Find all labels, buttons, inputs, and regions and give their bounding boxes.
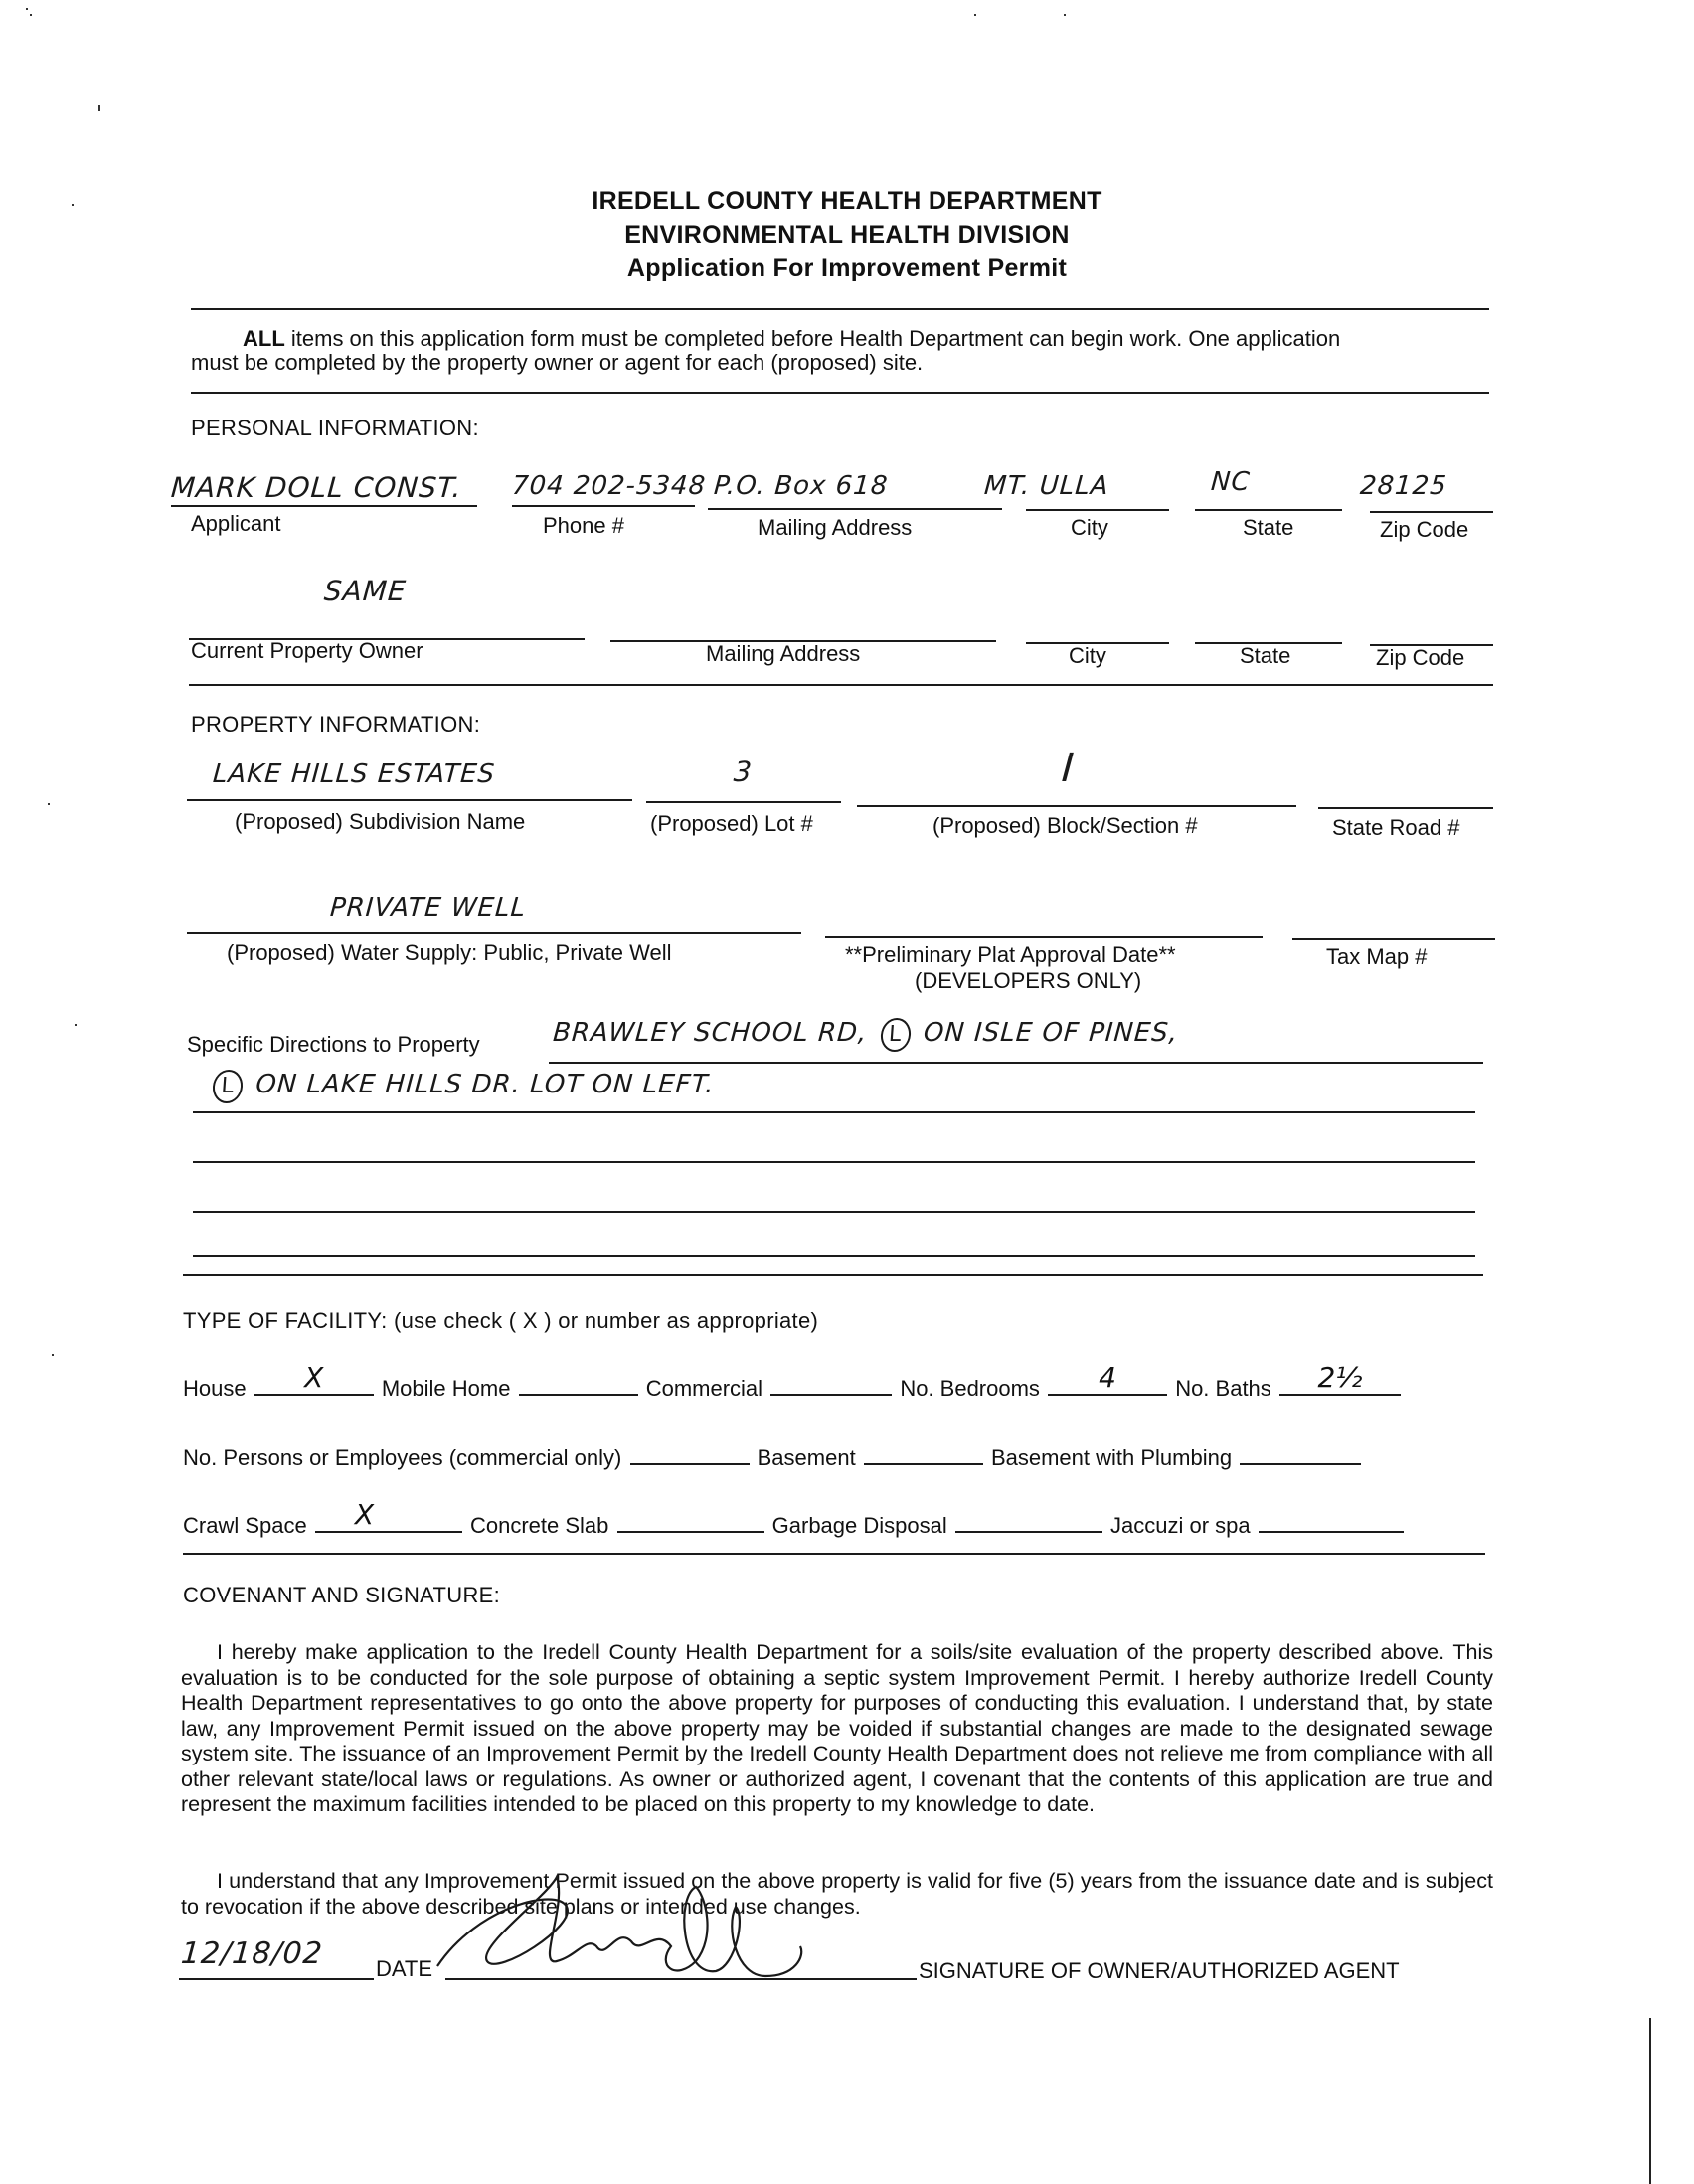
commercial-field[interactable]: [770, 1372, 892, 1396]
basement-label: Basement: [757, 1445, 856, 1470]
directions-label: Specific Directions to Property: [187, 1032, 480, 1057]
divider: [183, 1553, 1485, 1555]
baths-label: No. Baths: [1175, 1376, 1271, 1401]
concrete-slab-label: Concrete Slab: [469, 1513, 609, 1538]
mobile-home-label: Mobile Home: [381, 1376, 511, 1401]
date-label: DATE: [376, 1956, 433, 1981]
city-value[interactable]: MT. ULLA: [982, 471, 1110, 501]
personal-info-heading: PERSONAL INFORMATION:: [191, 416, 479, 440]
state-line: [1195, 509, 1342, 511]
owner-city-label: City: [1069, 643, 1106, 668]
zip-value[interactable]: 28125: [1358, 471, 1448, 501]
signature-label: SIGNATURE OF OWNER/AUTHORIZED AGENT: [919, 1958, 1400, 1983]
phone-line: [512, 505, 695, 507]
owner-mailing-label: Mailing Address: [706, 641, 861, 666]
state-label: State: [1243, 515, 1294, 540]
divider: [189, 684, 1493, 686]
intro-rest: items on this application form must be completed before Health Department can begin work. One application: [284, 326, 1341, 351]
form-title: Application For Improvement Permit: [626, 254, 1068, 282]
subdivision-label: (Proposed) Subdivision Name: [235, 809, 526, 834]
bedrooms-label: No. Bedrooms: [900, 1376, 1040, 1401]
directions-line: [193, 1211, 1475, 1213]
scan-speck: [48, 803, 50, 805]
intro-line-1: [191, 326, 1340, 352]
lot-label: (Proposed) Lot #: [650, 811, 813, 836]
facility-heading: TYPE OF FACILITY: (use check ( X ) or number as appropriate): [183, 1308, 819, 1333]
scan-speck: [1064, 14, 1066, 16]
persons-field[interactable]: [630, 1441, 750, 1465]
garbage-disposal-label: Garbage Disposal: [771, 1513, 947, 1538]
house-field[interactable]: [254, 1361, 374, 1396]
directions-text: BRAWLEY SCHOOL RD,: [552, 1018, 869, 1048]
water-supply-line: [187, 932, 801, 934]
covenant-text-2: I understand that any Improvement Permit issued on the above property is valid for five (5) years from the issuance date and is subject to revocation if the above described site plans or intended use changes.: [181, 1869, 1493, 1919]
jacuzzi-label: Jaccuzi or spa: [1110, 1513, 1251, 1538]
basement-field[interactable]: [864, 1441, 983, 1465]
divider: [191, 392, 1489, 394]
phone-value[interactable]: 704 202-5348: [510, 471, 708, 501]
left-turn-circle: L: [879, 1018, 911, 1052]
covenant-text-1: I hereby make application to the Iredell County Health Department for a soils/site evaluation of the property described above. This evaluation is to be conducted for the sole purpose of obtaining a septic system Improvement Permit. I hereby authorize Iredell County Health Department representatives to go onto the above property for purposes of conducting this evaluation. I understand that, by state law, any Improvement Permit issued on the above property may be voided if substantial changes are made to the designated sewage system site. The issuance of an Improvement Permit by the Iredell County Health Department does not relieve me from compliance with all other relevant state/local laws or regulations. As owner or authorized agent, I covenant that the contents of this application are true and represent the maximum facilities intended to be placed on this property to my knowledge to date.: [181, 1640, 1493, 1816]
applicant-label: Applicant: [191, 511, 281, 536]
baths-field[interactable]: [1279, 1361, 1401, 1396]
jacuzzi-field[interactable]: [1259, 1509, 1404, 1533]
date-value[interactable]: 12/18/02: [179, 1936, 324, 1971]
directions-line: [549, 1062, 1483, 1064]
directions-text: ON LAKE HILLS DR. LOT ON LEFT.: [254, 1070, 716, 1099]
city-line: [1026, 509, 1169, 511]
plat-date-line: [825, 936, 1263, 938]
block-line: [857, 805, 1296, 807]
divider: [183, 1274, 1483, 1276]
covenant-paragraph-1: [181, 1640, 1493, 1818]
left-turn-circle: L: [212, 1070, 244, 1103]
baths-value: 2½: [1317, 1361, 1363, 1394]
garbage-disposal-field[interactable]: [955, 1509, 1102, 1533]
zip-label: Zip Code: [1380, 517, 1469, 542]
crawl-space-check: X: [354, 1498, 375, 1531]
facility-row-1: [183, 1361, 1403, 1402]
facility-row-2: [183, 1441, 1363, 1471]
scan-speck: [30, 14, 32, 16]
basement-plumbing-label: Basement with Plumbing: [990, 1445, 1233, 1470]
mailing-address-label: Mailing Address: [758, 515, 913, 540]
zip-line: [1370, 511, 1493, 513]
property-info-heading: PROPERTY INFORMATION:: [191, 712, 481, 737]
scan-speck: [52, 1354, 54, 1356]
applicant-line: [171, 505, 477, 507]
facility-row-3: [183, 1498, 1406, 1539]
phone-label: Phone #: [543, 513, 624, 538]
tax-map-line: [1292, 938, 1495, 940]
scan-speck: [98, 105, 100, 111]
tax-map-label: Tax Map #: [1326, 944, 1428, 969]
block-section-label: (Proposed) Block/Section #: [932, 813, 1198, 838]
persons-label: No. Persons or Employees (commercial only): [183, 1445, 622, 1470]
directions-line: [193, 1255, 1475, 1257]
owner-state-label: State: [1240, 643, 1291, 668]
state-road-label: State Road #: [1332, 815, 1460, 840]
subdivision-line: [187, 799, 632, 801]
lot-line: [646, 801, 841, 803]
subdivision-value[interactable]: LAKE HILLS ESTATES: [211, 759, 497, 789]
concrete-slab-field[interactable]: [617, 1509, 764, 1533]
directions-line: [193, 1161, 1475, 1163]
owner-zip-label: Zip Code: [1376, 645, 1465, 670]
intro-bold: ALL: [243, 326, 285, 351]
owner-value[interactable]: SAME: [322, 575, 408, 607]
mailing-line: [708, 508, 1002, 510]
house-label: House: [183, 1376, 247, 1401]
water-supply-value[interactable]: PRIVATE WELL: [328, 893, 528, 923]
plat-date-label: **Preliminary Plat Approval Date**: [845, 942, 1176, 967]
signature-scribble[interactable]: [418, 1867, 934, 1996]
block-section-value[interactable]: I: [1060, 746, 1077, 791]
developers-only-note: (DEVELOPERS ONLY): [915, 968, 1142, 993]
applicant-value[interactable]: MARK DOLL CONST.: [169, 471, 463, 504]
owner-label: Current Property Owner: [191, 638, 424, 663]
scan-speck: [75, 1024, 77, 1026]
state-road-line: [1318, 807, 1493, 809]
basement-plumbing-field[interactable]: [1240, 1441, 1361, 1465]
house-check: X: [304, 1361, 324, 1394]
divider: [191, 308, 1489, 310]
commercial-label: Commercial: [645, 1376, 763, 1401]
bedrooms-field[interactable]: [1048, 1361, 1167, 1396]
scan-edge-line: [1649, 2018, 1651, 2184]
bedrooms-value: 4: [1099, 1361, 1116, 1394]
lot-value[interactable]: 3: [732, 756, 754, 788]
header-department: IREDELL COUNTY HEALTH DEPARTMENT: [592, 187, 1102, 215]
crawl-space-field[interactable]: [315, 1498, 462, 1533]
city-label: City: [1071, 515, 1108, 540]
scan-speck: [974, 14, 976, 16]
header-division: ENVIRONMENTAL HEALTH DIVISION: [624, 221, 1070, 249]
state-value[interactable]: NC: [1209, 467, 1252, 497]
directions-line-2[interactable]: [208, 1070, 716, 1103]
crawl-space-label: Crawl Space: [183, 1513, 307, 1538]
date-line: [179, 1978, 374, 1980]
directions-line-1[interactable]: [552, 1018, 1179, 1052]
water-supply-label: (Proposed) Water Supply: Public, Private Well: [227, 940, 672, 965]
directions-text: ON ISLE OF PINES,: [922, 1018, 1180, 1048]
covenant-heading: COVENANT AND SIGNATURE:: [183, 1583, 501, 1607]
intro-line-2: must be completed by the property owner or agent for each (proposed) site.: [191, 350, 924, 375]
mobile-home-field[interactable]: [519, 1372, 638, 1396]
mailing-address-value[interactable]: P.O. Box 618: [712, 471, 890, 501]
scan-speck: [26, 8, 28, 10]
directions-line: [193, 1111, 1475, 1113]
